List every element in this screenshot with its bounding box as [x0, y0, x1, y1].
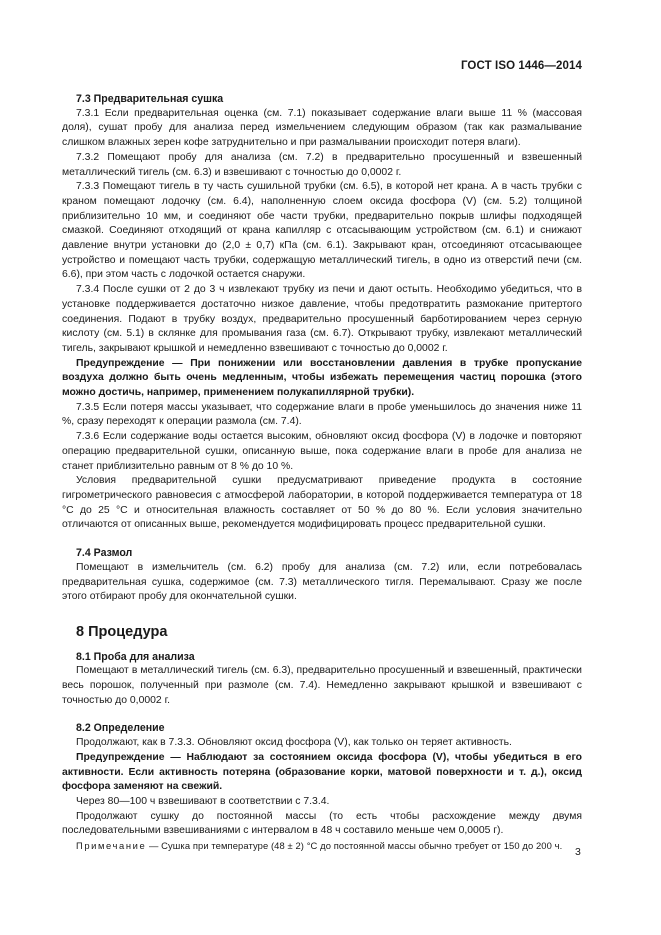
paragraph-7-3-3: 7.3.3 Помещают тигель в ту часть сушильной трубки (см. 6.5), в которой нет крана. А в часть трубки с краном помещают лодочку (см. 6.4), наполненную слоем оксида фосфора (V) (см. 5.2) толщиной приблизительно 10 мм, и соединяют обе части трубки, предварительно покрыв шлифы подходящей смазкой. Соединяют отходящий от крана капилляр с отсасывающим устройством (см. 6.1) и снижают давление внутри установки до (2,0 ± 0,7) кПа (см. 6.1). Закрывают кран, отсоединяют отсасывающее устройство и помещают часть трубки, содержащую металлический тигель, в одно из отверстий печи (см. 6.6), при этом часть с лодочкой остается снаружи.	[62, 181, 582, 281]
note-8-2	[62, 839, 582, 854]
warning-8-2: Предупреждение — Наблюдают за состоянием оксида фосфора (V), чтобы убедиться в его активности. Если активность потеряна (образование корки, матовой поверхности и т. д.), оксид фосфора заменяют на свежий.	[62, 751, 582, 793]
paragraph-8-2-2: Через 80—100 ч взвешивают в соответствии с 7.3.4.	[76, 795, 330, 807]
section-8-title: 8 Процедура	[76, 623, 168, 640]
document-body	[62, 92, 582, 854]
paragraph-7-3-1: 7.3.1 Если предварительная оценка (см. 7.1) показывает содержание влаги выше 11 % (массовая доля), сушат пробу для анализа перед измельчением следующим образом (так как размалывание слишком влажных зерен кофе затруднительно и при размалывании происходит потеря влаги).	[62, 107, 582, 149]
section-8-1-title: 8.1 Проба для анализа	[76, 650, 195, 663]
paragraph-7-3-conditions: Условия предварительной сушки предусматривают приведение продукта в состояние гигрометрического равновесия с атмосферой лаборатории, в которой поддерживается температура от 18 °С до 25 °С и относительная влажность составляет от 50 % до 80 %. Если условия значительно отличаются от описанных выше, рекомендуется модифицировать процесс предварительной сушки.	[62, 475, 582, 531]
paragraph-7-3-4: 7.3.4 После сушки от 2 до 3 ч извлекают трубку из печи и дают остыть. Необходимо убедиться, что в установке поддерживается достаточно низкое давление, чтобы предотвратить размокание притертого соединения. Подают в трубку воздух, предварительно просушенный барботированием через серную кислоту (см. 5.1) в склянке для промывания газа (см. 6.7). Открывают трубку, извлекают металлический тигель, закрывают крышкой и немедленно взвешивают с точностью до 0,0002 г.	[62, 284, 582, 354]
warning-7-3: Предупреждение — При понижении или восстановлении давления в трубке пропускание воздуха должно быть очень медленным, чтобы избежать перемещения частиц порошка (этого можно достичь, например, применением полукапиллярной трубки).	[62, 357, 582, 399]
section-7-4-title: 7.4 Размол	[76, 547, 133, 560]
section-8-2-title: 8.2 Определение	[76, 722, 165, 735]
paragraph-8-1: Помещают в металлический тигель (см. 6.3), предварительно просушенный и взвешенный, практически весь порошок, полученный при размоле (см. 7.4). Немедленно закрывают крышкой и взвешивают с точностью до 0,0002 г.	[62, 665, 582, 706]
note-label: Примечание	[76, 840, 147, 852]
section-7-3-title: 7.3 Предварительная сушка	[76, 93, 224, 105]
paragraph-7-3-5: 7.3.5 Если потеря массы указывает, что содержание влаги в пробе уменьшилось до значения ниже 11 %, сразу переходят к операции размола (см. 7.4).	[62, 401, 582, 428]
paragraph-8-2-1: Продолжают, как в 7.3.3. Обновляют оксид фосфора (V), как только он теряет активность.	[76, 737, 512, 749]
paragraph-7-3-6: 7.3.6 Если содержание воды остается высоким, обновляют оксид фосфора (V) в лодочке и повторяют операцию предварительной сушки, описанную выше, пока содержание влаги в пробе для анализа не станет приблизительно равным от 8 % до 10 %.	[62, 431, 582, 472]
paragraph-7-4: Помещают в измельчитель (см. 6.2) пробу для анализа (см. 7.2) или, если потребовалась предварительная сушка, содержимое (см. 7.3) металлического тигля. Перемалывают. Сразу же после этого отбирают пробу для окончательной сушки.	[62, 561, 582, 603]
page-number: 3	[575, 846, 581, 858]
paragraph-7-3-2: 7.3.2 Помещают пробу для анализа (см. 7.2) в предварительно просушенный и взвешенный металлический тигель (см. 6.3) и взвешивают с точностью до 0,0002 г.	[62, 151, 582, 178]
standard-header: ГОСТ ISO 1446—2014	[460, 60, 582, 72]
paragraph-8-2-3: Продолжают сушку до постоянной массы (то есть чтобы расхождение между двумя последовательными взвешиваниями с интервалом в 48 ч составило меньше чем 0,0005 г).	[62, 810, 582, 837]
note-text: — Сушка при температуре (48 ± 2) °С до постоянной массы обычно требует от 150 до 200 ч.	[146, 840, 563, 852]
